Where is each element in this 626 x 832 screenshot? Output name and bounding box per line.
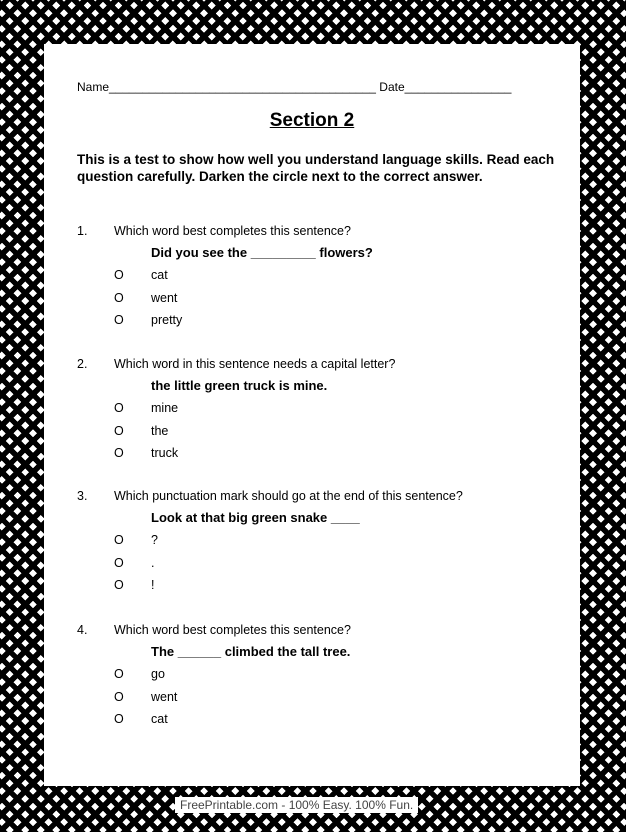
answer-label: truck	[151, 446, 179, 460]
answer-bubble[interactable]: O	[114, 423, 124, 438]
answer-bubble[interactable]: O	[114, 555, 124, 570]
answer-option[interactable]	[77, 442, 577, 465]
answer-bubble[interactable]: O	[114, 401, 124, 415]
question-2	[77, 353, 577, 465]
answer-option[interactable]	[77, 420, 577, 443]
answer-label: cat	[151, 268, 168, 282]
answer-bubble[interactable]: O	[114, 313, 124, 327]
answer-bubble[interactable]: O	[114, 689, 124, 704]
question-text: Which punctuation mark should go at the end of this sentence?	[114, 489, 463, 503]
answer-label: .	[151, 555, 155, 570]
answer-bubble[interactable]: O	[114, 578, 124, 592]
answer-option[interactable]	[77, 264, 577, 287]
answer-label: mine	[151, 401, 179, 415]
question-prompt: Did you see the _________ flowers?	[151, 245, 373, 260]
answer-option[interactable]	[77, 309, 577, 332]
answer-label: !	[151, 578, 155, 592]
answer-label: go	[151, 667, 165, 681]
answer-bubble[interactable]: O	[114, 268, 124, 282]
answer-option[interactable]	[77, 287, 577, 310]
answer-bubble[interactable]: O	[114, 667, 124, 681]
question-text: Which word best completes this sentence?	[114, 224, 351, 238]
footer-credit: FreePrintable.com - 100% Easy. 100% Fun.	[175, 797, 418, 813]
answer-label: ?	[151, 533, 158, 547]
answer-option[interactable]	[77, 686, 577, 709]
question-number: 4.	[77, 623, 88, 637]
question-1	[77, 220, 577, 332]
question-prompt: the little green truck is mine.	[151, 378, 328, 393]
answer-label: the	[151, 423, 169, 438]
question-4	[77, 619, 577, 731]
name-date-line: Name________________________________________ Date________________	[77, 80, 512, 94]
question-3	[77, 485, 577, 597]
question-prompt: The ______ climbed the tall tree.	[151, 644, 351, 659]
answer-option[interactable]	[77, 708, 577, 731]
instructions: This is a test to show how well you understand language skills. Read each question carefully. Darken the circle next to the correct answer.	[77, 152, 555, 184]
question-text: Which word best completes this sentence?	[114, 623, 351, 637]
answer-option[interactable]	[77, 552, 577, 575]
question-number: 3.	[77, 489, 88, 503]
page-title: Section 2	[269, 110, 355, 131]
answer-bubble[interactable]: O	[114, 712, 124, 726]
question-text: Which word in this sentence needs a capital letter?	[114, 357, 396, 371]
answer-option[interactable]	[77, 574, 577, 597]
question-number: 1.	[77, 224, 88, 238]
question-prompt: Look at that big green snake ____	[151, 510, 360, 525]
answer-bubble[interactable]: O	[114, 446, 124, 460]
answer-bubble[interactable]: O	[114, 290, 124, 305]
answer-option[interactable]	[77, 397, 577, 420]
answer-bubble[interactable]: O	[114, 533, 124, 547]
answer-option[interactable]	[77, 663, 577, 686]
answer-option[interactable]	[77, 529, 577, 552]
answer-label: cat	[151, 712, 168, 726]
worksheet-paper	[44, 44, 580, 786]
answer-label: pretty	[151, 313, 183, 327]
answer-label: went	[151, 290, 178, 305]
question-number: 2.	[77, 357, 88, 371]
answer-label: went	[151, 689, 178, 704]
